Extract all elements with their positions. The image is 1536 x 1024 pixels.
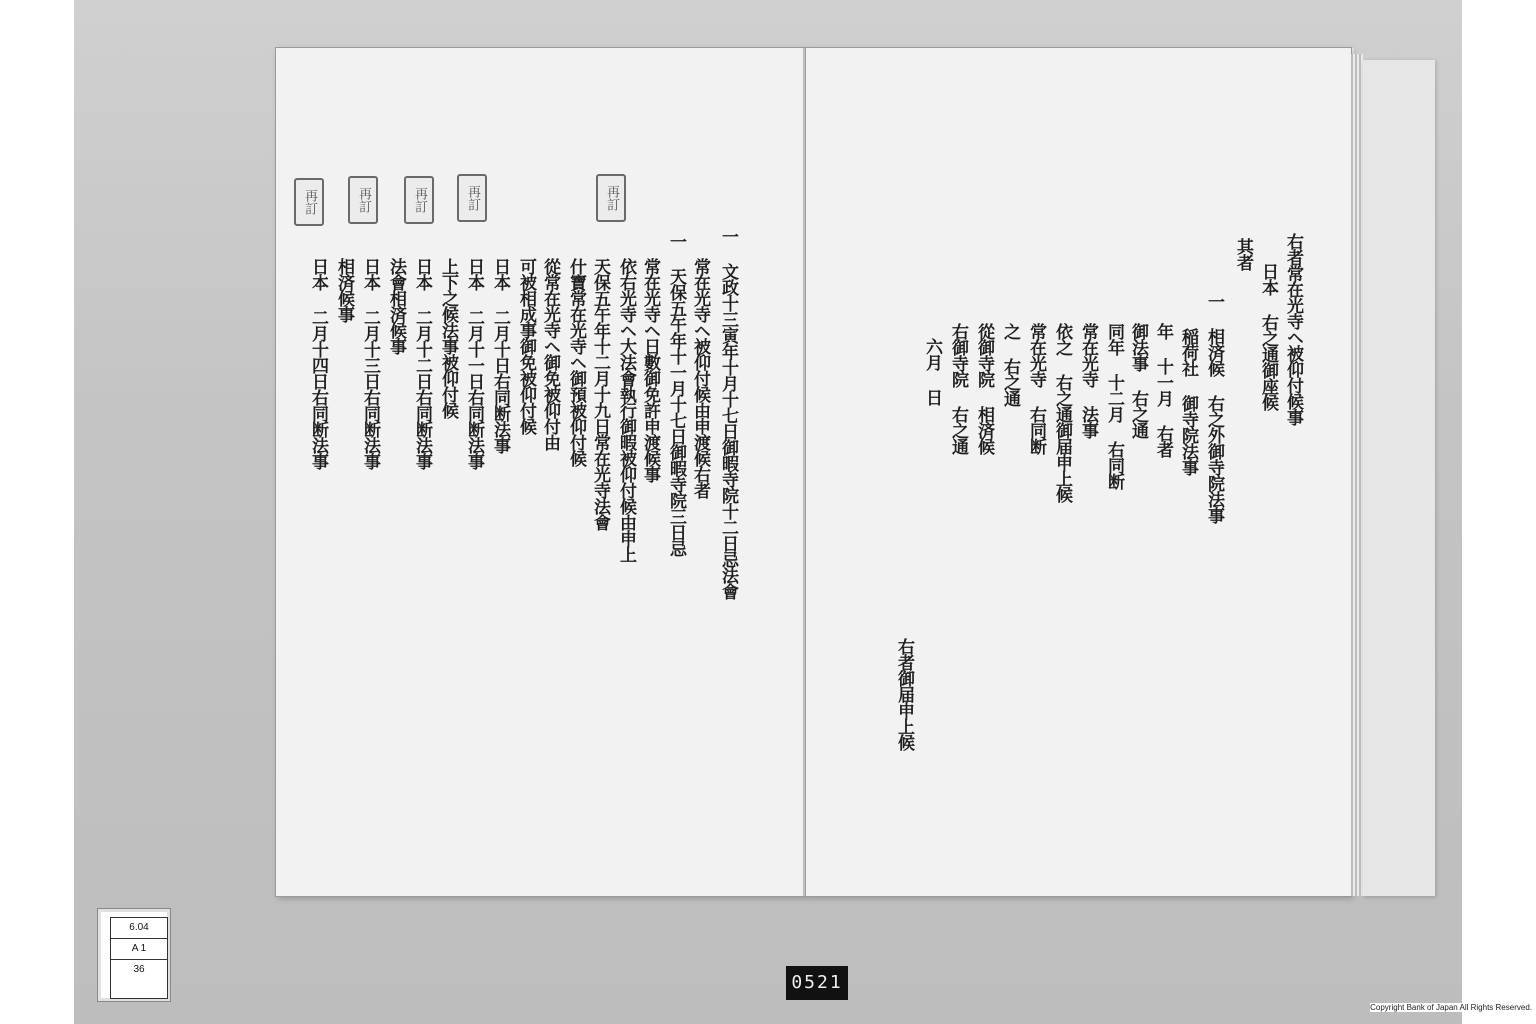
catalog-section: A 1 xyxy=(111,939,167,960)
text-column: 御法事 右之通 xyxy=(1128,323,1148,438)
text-column: 法會相済候事 xyxy=(386,258,406,354)
text-column: 日本 二月十日右同断法事 xyxy=(490,258,510,453)
text-column: 常在光寺ヘ日數御免許申渡候事 xyxy=(640,258,660,482)
signature: 右者御届申上候 xyxy=(894,638,914,750)
text-column: 右者常在光寺ヘ被仰付候事 xyxy=(1283,233,1303,425)
catalog-volume: 36 xyxy=(133,964,145,975)
seal-stamp: 再訂 xyxy=(596,174,626,222)
text-column: 日本 二月十四日右同断法事 xyxy=(308,258,328,469)
text-column: 之 右之通 xyxy=(1000,323,1020,406)
text-column: 天保五午年十二月十九日常在光寺法會 xyxy=(590,258,610,530)
right-page xyxy=(806,48,1351,896)
text-column: 同年 十二月 右同断 xyxy=(1104,323,1124,489)
seal-stamp: 再訂 xyxy=(404,176,434,224)
text-column: 可被相成事御免被仰付候 xyxy=(516,258,536,434)
frame-number-label: 0521 xyxy=(786,966,848,1000)
text-column: 日本 二月十三日右同断法事 xyxy=(360,258,380,469)
catalog-card xyxy=(97,908,171,1002)
scan-background xyxy=(74,0,1462,1024)
seal-stamp: 再訂 xyxy=(457,174,487,222)
text-column: 一 相済候 右之外御寺院法事 xyxy=(1204,293,1224,523)
text-column: 依右光寺ヘ大法會執行御暇被仰付候由申上 xyxy=(616,258,636,562)
text-column: 其者 xyxy=(1233,238,1253,270)
text-column: 什寶常在光寺ヘ御預被仰付候 xyxy=(566,258,586,466)
text-column: 常在光寺 右同断 xyxy=(1026,323,1046,454)
text-column: 日本 二月十二日右同断法事 xyxy=(412,258,432,469)
text-column: 年 十一月 右者 xyxy=(1153,323,1173,457)
text-column: 六月 日 xyxy=(922,338,942,405)
text-column: 日本 二月十一日右同断法事 xyxy=(464,258,484,469)
catalog-number: 6.04 xyxy=(111,918,167,939)
text-column: 常在光寺ヘ被仰付候由申渡候右者 xyxy=(690,258,710,498)
seal-stamp: 再訂 xyxy=(348,176,378,224)
left-page xyxy=(276,48,806,896)
book-cover xyxy=(1363,60,1435,896)
text-column: 日本 右之通御座候 xyxy=(1258,263,1278,410)
text-column: 一 天保五午年十一月十七日御暇寺院三日忌 xyxy=(666,233,686,556)
text-column: 一 文政十三寅年十月十七日御暇寺院十二日忌法會 xyxy=(718,228,738,599)
copyright-notice: Copyright Bank of Japan All Rights Reserved. xyxy=(1370,1003,1532,1012)
text-column: 上下之候法事被仰付候 xyxy=(438,258,458,418)
seal-stamp: 再訂 xyxy=(294,178,324,226)
text-column: 稲荷社 御寺院法事 xyxy=(1178,328,1198,475)
text-column: 相済候事 xyxy=(334,258,354,322)
text-column: 常在光寺 法事 xyxy=(1078,323,1098,438)
text-column: 從御寺院 相済候 xyxy=(974,323,994,454)
page-edges xyxy=(1351,54,1363,896)
text-column: 依之 右之通御届申上候 xyxy=(1052,323,1072,502)
text-column: 右御寺院 右之通 xyxy=(948,323,968,454)
text-column: 從常在光寺ヘ御免被仰付由 xyxy=(540,258,560,450)
